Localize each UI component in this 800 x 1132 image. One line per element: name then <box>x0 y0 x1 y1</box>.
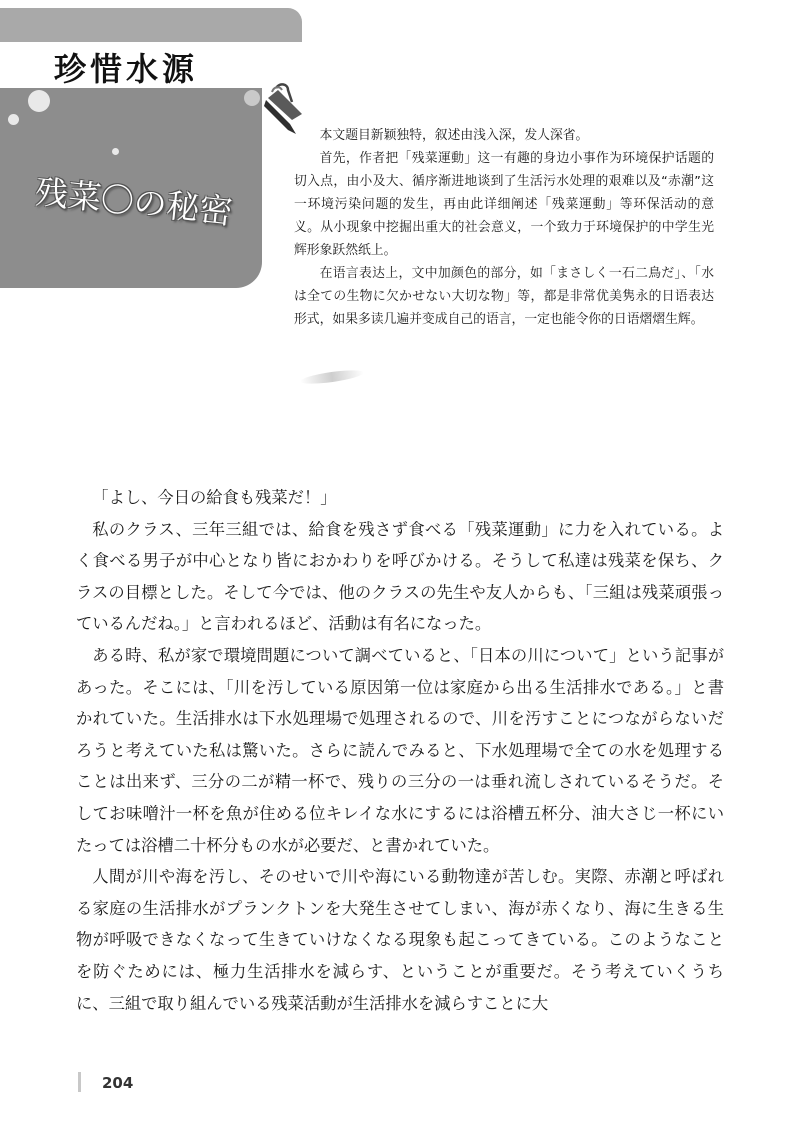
article-paragraph: 人間が川や海を汚し、そのせいで川や海にいる動物達が苦しむ。実際、赤潮と呼ばれる家庭の生活排水がプランクトンを大発生させてしまい、海が赤くなり、海に生きる生物が呼吸できなくなって生きていけなくなる現象も起こってきている。このようなことを防ぐためには、極力生活排水を減らす、ということが重要だ。そう考えていくうちに、三組で取り組んでいる残菜活動が生活排水を減らすことに大 <box>76 867 724 1013</box>
bubble-decoration <box>112 148 119 155</box>
commentary-paragraph: 本文题目新颖独特，叙述由浅入深，发人深省。 <box>319 128 589 143</box>
article-subtitle: 残菜〇の秘密 <box>33 171 235 232</box>
page-title: 珍惜水源 <box>54 50 199 88</box>
page-number: 204 <box>102 1074 134 1092</box>
header-tab-bar <box>0 8 302 42</box>
article-paragraph: ある時、私が家で環境問題について調べていると、「日本の川について」という記事があった。そこには、「川を汚している原因第一位は家庭から出る生活排水である。」と書かれていた。生活排水は下水処理場で処理されるので、川を汚すことにつながらないだろうと考えていた私は驚いた。さらに読んでみると、下水処理場で全ての水を処理することは出来ず、三分の二が精一杯で、残りの三分の一は垂れ流しされているそうだ。そしてお味噌汁一杯を魚が住める位キレイな水にするには浴槽五杯分、油大さじ一杯にいたっては浴槽二十杯分もの水が必要だ、と書かれていた。 <box>76 645 724 855</box>
bubble-decoration <box>244 90 260 106</box>
commentary-paragraph: 在语言表达上，文中加颜色的部分，如「まさしく一石二鳥だ」、「水は全ての生物に欠かせない大切な物」等，都是非常优美隽永的日语表达形式，如果多读几遍并变成自己的语言，一定也能令你的日语熠熠生辉。 <box>294 266 714 327</box>
article-paragraph: 「よし、今日の給食も残菜だ！」 <box>92 488 337 507</box>
commentary-paragraph: 首先，作者把「残菜運動」这一有趣的身边小事作为环境保护话题的切入点，由小及大、循序渐进地谈到了生活污水处理的艰难以及“赤潮”这一环境污染问题的发生，再由此详细阐述「残菜運動」等环保活动的意义。从小现象中挖掘出重大的社会意义，一个致力于环境保护的中学生光辉形象跃然纸上。 <box>294 151 714 258</box>
article-paragraph: 私のクラス、三年三組では、給食を残さず食べる「残菜運動」に力を入れている。よく食べる男子が中心となり皆におかわりを呼びかける。そうして私達は残菜を保ち、クラスの目標とした。そして今では、他のクラスの先生や友人からも、「三組は残菜頑張っているんだね。」と言われるほど、活動は有名になった。 <box>76 519 724 634</box>
article-body <box>76 482 724 1019</box>
commentary-box <box>294 124 714 331</box>
page-margin-mark <box>78 1072 81 1092</box>
bubble-decoration <box>28 90 50 112</box>
bubble-decoration <box>8 114 19 125</box>
subtitle-panel <box>0 88 262 288</box>
ink-smudge <box>300 368 365 387</box>
